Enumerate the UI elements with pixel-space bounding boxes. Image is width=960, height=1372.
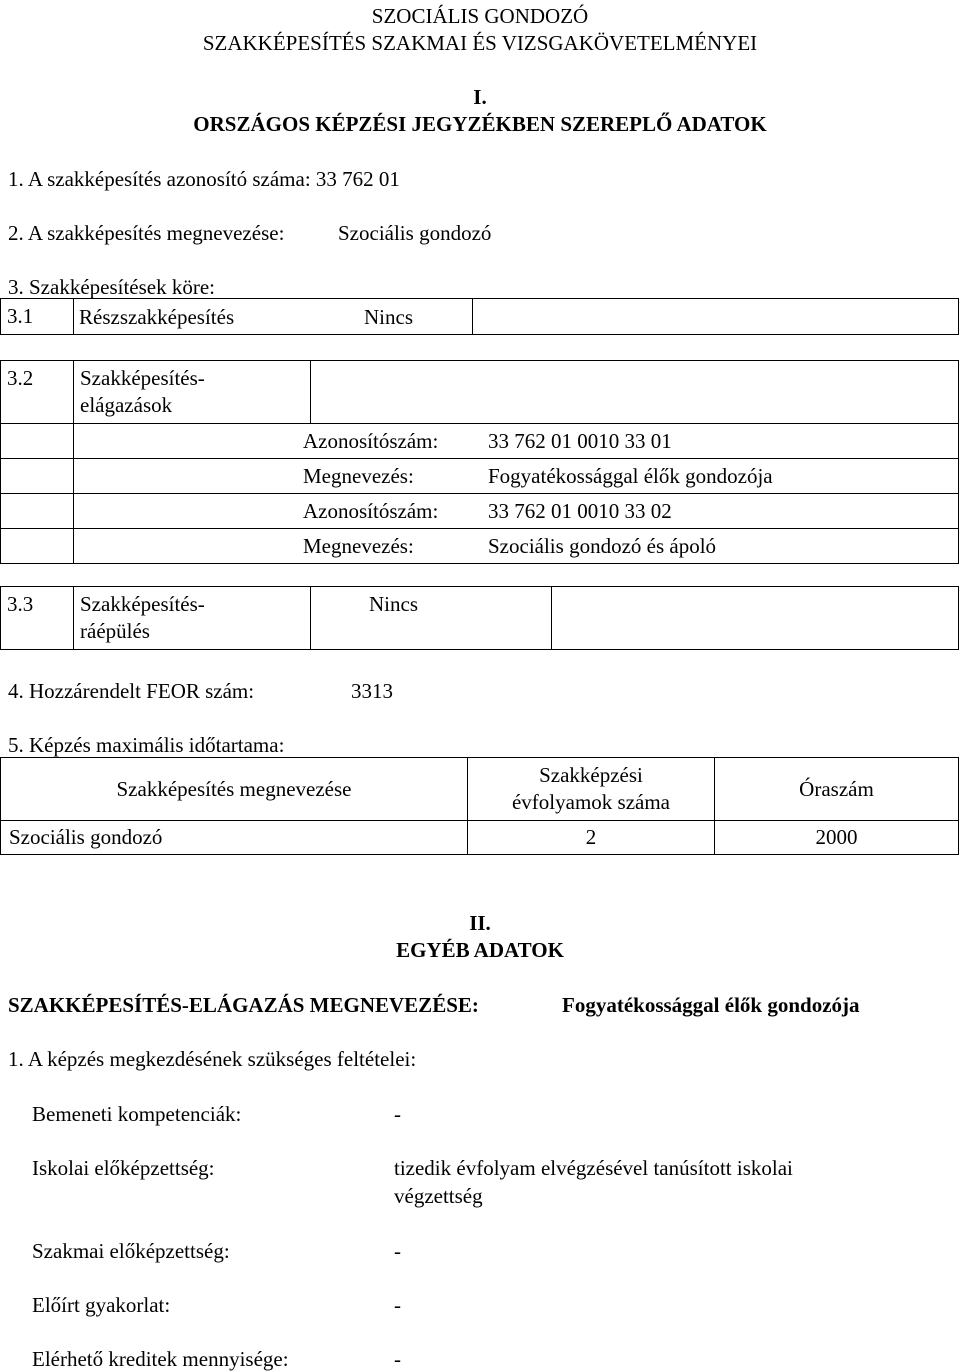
- section1-title: ORSZÁGOS KÉPZÉSI JEGYZÉKBEN SZEREPLŐ ADATOK: [193, 112, 767, 136]
- row-3-1-content: [74, 299, 473, 335]
- col-header-grades: [468, 758, 715, 821]
- row-3-2-label-line2: elágazások: [80, 393, 173, 417]
- branch-2-name-row: [74, 529, 959, 564]
- item-2-name-value: Szociális gondozó: [338, 221, 492, 245]
- condition-school-education-label: Iskolai előképzettség:: [32, 1156, 215, 1180]
- section1-roman: I.: [473, 85, 487, 109]
- item-4-feor-label: 4. Hozzárendelt FEOR szám:: [8, 679, 255, 703]
- condition-credits-value: -: [394, 1347, 401, 1371]
- conditions-heading: 1. A képzés megkezdésének szükséges feltételei:: [8, 1047, 417, 1071]
- cell-grades: 2: [468, 821, 715, 855]
- row-3-2-label: [74, 361, 311, 424]
- item-4-feor-value: 3313: [351, 679, 393, 703]
- branch-2-name-label: Megnevezés:: [303, 534, 414, 558]
- document-title-line2: SZAKKÉPESÍTÉS SZAKMAI ÉS VIZSGAKÖVETELMÉNYEI: [202, 31, 758, 55]
- cell-qualification: Szociális gondozó: [1, 821, 468, 855]
- row-3-1-value: Nincs: [364, 305, 413, 329]
- branch-2-name-value: Szociális gondozó és ápoló: [488, 534, 717, 558]
- col-header-grades-line1: Szakképzési: [539, 763, 643, 787]
- item-5-duration: 5. Képzés maximális időtartama:: [8, 733, 285, 757]
- duration-table: [0, 757, 959, 855]
- condition-school-education-value-line2: végzettség: [394, 1184, 483, 1208]
- row-3-3-label: [74, 587, 311, 650]
- row-3-2-num: 3.2: [1, 361, 74, 424]
- branch-1-id-label: Azonosítószám:: [303, 429, 439, 453]
- row-3-3-empty: [552, 587, 959, 650]
- condition-input-competencies-value: -: [394, 1102, 401, 1126]
- section2-roman: II.: [469, 911, 491, 935]
- condition-credits-label: Elérhető kreditek mennyisége:: [32, 1347, 289, 1371]
- branch-1-name-value: Fogyatékossággal élők gondozója: [488, 464, 773, 488]
- row-3-1-label: Részszakképesítés: [79, 305, 235, 329]
- condition-school-education-value-line1: tizedik évfolyam elvégzésével tanúsított iskolai: [394, 1156, 793, 1180]
- row-3-1-num: 3.1: [1, 299, 74, 335]
- row-3-3-label-line1: Szakképesítés-: [80, 592, 205, 616]
- condition-practice-value: -: [394, 1293, 401, 1317]
- branch-1-id-value: 33 762 01 0010 33 01: [488, 429, 672, 453]
- condition-practice-label: Előírt gyakorlat:: [32, 1293, 171, 1317]
- branch-1-name-row: [74, 459, 959, 494]
- item-2-name-label: 2. A szakképesítés megnevezése:: [8, 221, 285, 245]
- branch-name-value: Fogyatékossággal élők gondozója: [562, 993, 860, 1017]
- condition-input-competencies-label: Bemeneti kompetenciák:: [32, 1102, 242, 1126]
- branch-2-id-value: 33 762 01 0010 33 02: [488, 499, 672, 523]
- branch-name-label: SZAKKÉPESÍTÉS-ELÁGAZÁS MEGNEVEZÉSE:: [8, 993, 479, 1017]
- row-3-3-value: Nincs: [311, 587, 552, 650]
- row-3-2-label-line1: Szakképesítés-: [80, 366, 205, 390]
- row-3-2-empty: [311, 361, 959, 424]
- row-3-1-empty: [473, 299, 959, 335]
- col-header-hours: Óraszám: [715, 758, 959, 821]
- table-3-2: [0, 360, 959, 564]
- item-1-id-number: 1. A szakképesítés azonosító száma: 33 762 01: [8, 167, 400, 191]
- col-header-grades-line2: évfolyamok száma: [511, 790, 671, 814]
- row-3-3-label-line2: ráépülés: [80, 619, 150, 643]
- branch-2-id-label: Azonosítószám:: [303, 499, 439, 523]
- table-3-1: [0, 298, 959, 335]
- document-title-line1: SZOCIÁLIS GONDOZÓ: [371, 4, 589, 28]
- branch-2-id-row: [74, 494, 959, 529]
- item-3-scope: 3. Szakképesítések köre:: [8, 275, 216, 299]
- table-3-3: [0, 586, 959, 650]
- condition-professional-education-label: Szakmai előképzettség:: [32, 1239, 230, 1263]
- section2-title: EGYÉB ADATOK: [396, 938, 564, 962]
- branch-1-id-row: [74, 424, 959, 459]
- branch-1-name-label: Megnevezés:: [303, 464, 414, 488]
- cell-hours: 2000: [715, 821, 959, 855]
- col-header-qualification: Szakképesítés megnevezése: [1, 758, 468, 821]
- condition-professional-education-value: -: [394, 1239, 401, 1263]
- row-3-3-num: 3.3: [1, 587, 74, 650]
